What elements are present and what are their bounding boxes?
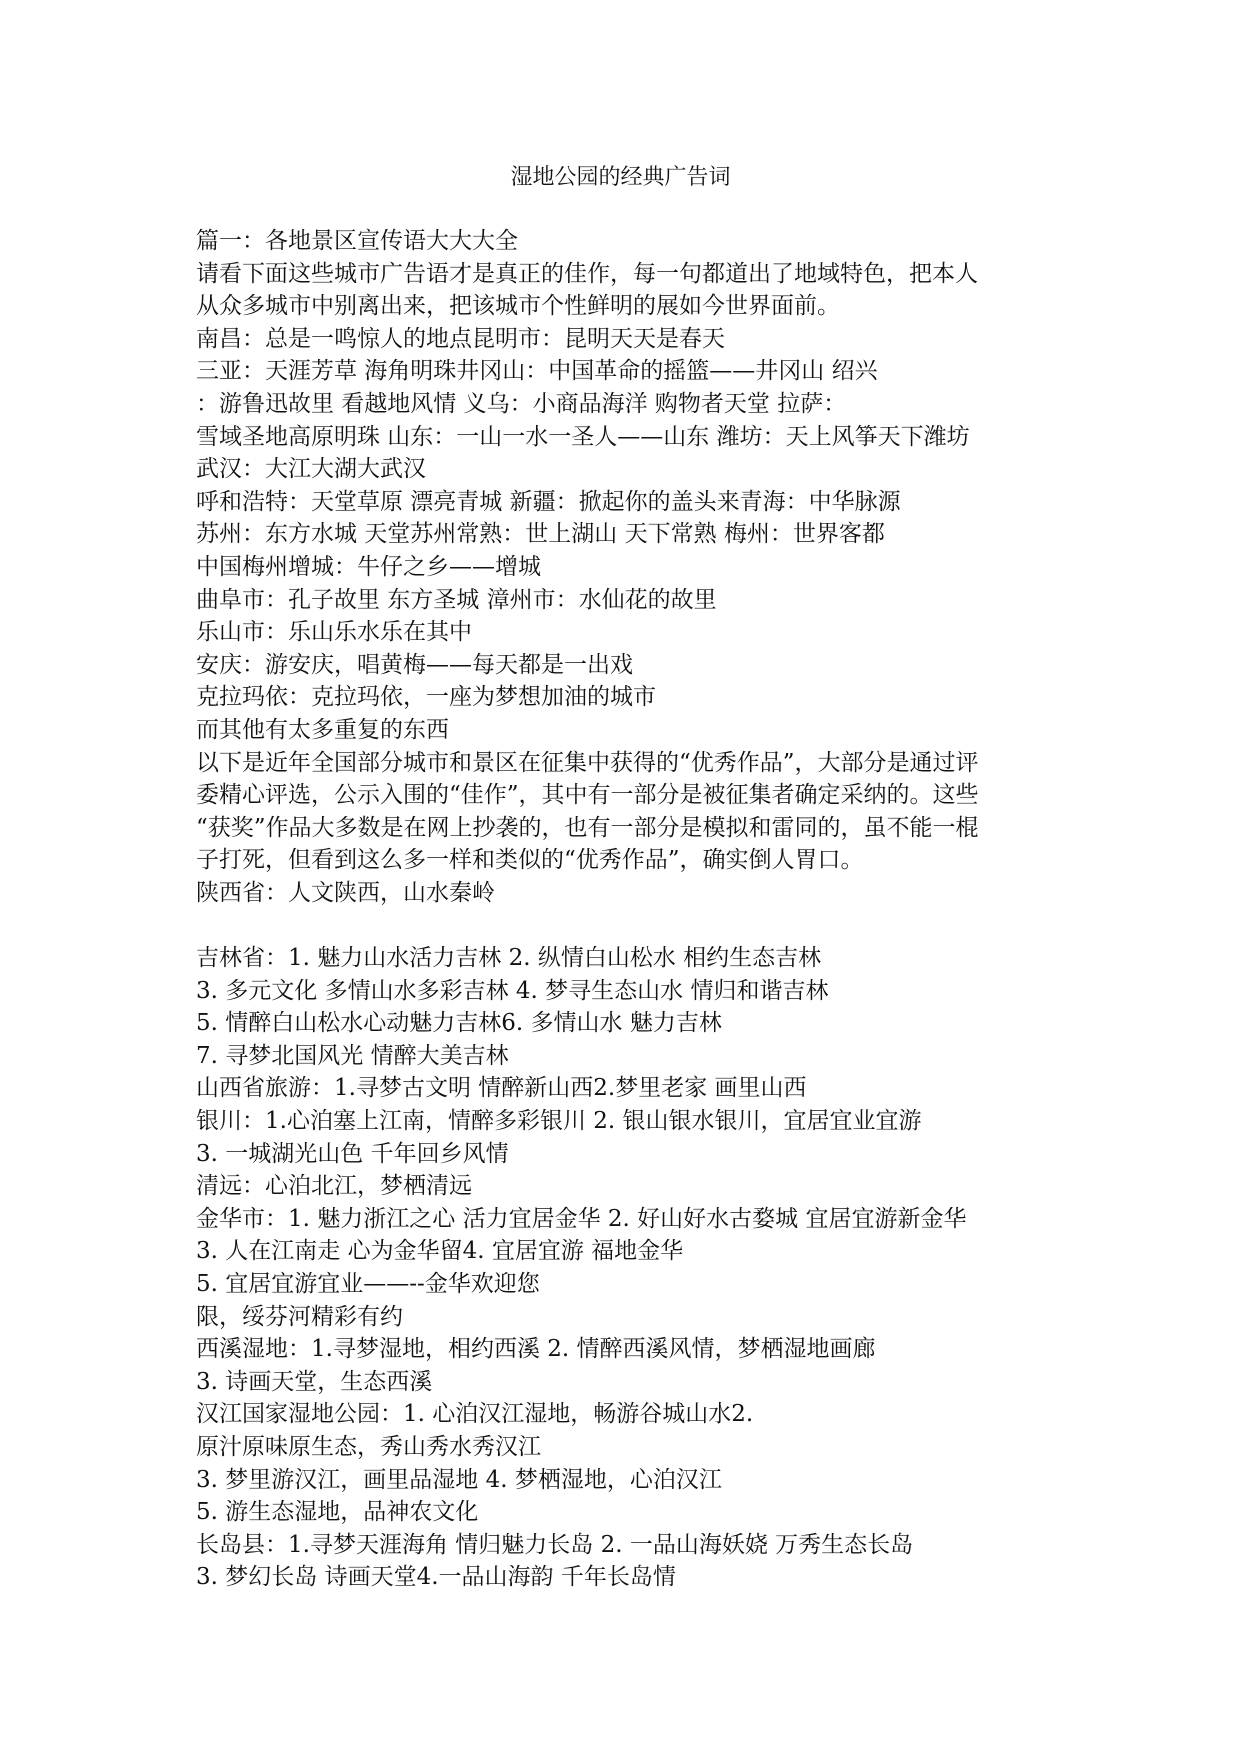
text-line: 雪域圣地高原明珠 山东：一山一水一圣人——山东 潍坊：天上风筝天下潍坊 xyxy=(196,423,970,450)
text-line: 而其他有太多重复的东西 xyxy=(196,716,449,743)
text-line: 三亚：天涯芳草 海角明珠井冈山：中国革命的摇篮——井冈山 绍兴 xyxy=(196,358,878,385)
text-line: ：游鲁迅故里 看越地风情 义乌：小商品海洋 购物者天堂 拉萨： xyxy=(196,390,847,417)
text-line: 武汉：大江大湖大武汉 xyxy=(196,456,426,483)
text-line: 曲阜市：孔子故里 东方圣城 漳州市：水仙花的故里 xyxy=(196,586,717,613)
text-line: 5. 情醉白山松水心动魅力吉林6. 多情山水 魅力吉林 xyxy=(196,1010,722,1037)
text-line: 3. 一城湖光山色 千年回乡风情 xyxy=(196,1140,509,1167)
document-body xyxy=(196,225,1076,1594)
text-line: 5. 宜居宜游宜业——--金华欢迎您 xyxy=(196,1271,540,1297)
text-line: 从众多城市中别离出来，把该城市个性鲜明的展如今世界面前。 xyxy=(196,293,840,320)
document-title: 湿地公园的经典广告词 xyxy=(510,165,731,190)
text-line: 吉林省：1. 魅力山水活力吉林 2. 纵情白山松水 相约生态吉林 xyxy=(196,945,822,972)
text-line: 3. 多元文化 多情山水多彩吉林 4. 梦寻生态山水 情归和谐吉林 xyxy=(196,977,829,1004)
text-line: 请看下面这些城市广告语才是真正的佳作，每一句都道出了地域特色，把本人 xyxy=(196,260,978,287)
text-line: 清远：心泊北江，梦栖清远 xyxy=(196,1173,472,1200)
text-line: 3. 梦幻长岛 诗画天堂4.一品山海韵 千年长岛情 xyxy=(196,1564,676,1591)
text-line: 子打死，但看到这么多一样和类似的“优秀作品”，确实倒人胃口。 xyxy=(196,847,864,874)
text-line: 南昌：总是一鸣惊人的地点昆明市：昆明天天是春天 xyxy=(196,325,725,352)
text-line: 苏州：东方水城 天堂苏州常熟：世上湖山 天下常熟 梅州：世界客都 xyxy=(196,521,885,548)
text-line: 安庆：游安庆，唱黄梅——每天都是一出戏 xyxy=(196,651,633,678)
text-line: 委精心评选，公示入围的“佳作”，其中有一部分是被征集者确定采纳的。这些 xyxy=(196,782,979,809)
text-line: 乐山市：乐山乐水乐在其中 xyxy=(196,619,472,646)
text-line: 呼和浩特：天堂草原 漂亮青城 新疆：掀起你的盖头来青海：中华脉源 xyxy=(196,488,901,515)
text-line: 原汁原味原生态，秀山秀水秀汉江 xyxy=(196,1433,541,1460)
text-line: 长岛县：1.寻梦天涯海角 情归魅力长岛 2. 一品山海妖娆 万秀生态长岛 xyxy=(196,1531,914,1558)
text-line: 篇一：各地景区宣传语大大大全 xyxy=(196,228,518,254)
blank-line xyxy=(196,909,1076,942)
text-line: 金华市：1. 魅力浙江之心 活力宜居金华 2. 好山好水古婺城 宜居宜游新金华 xyxy=(196,1205,967,1232)
text-line: 3. 梦里游汉江，画里品湿地 4. 梦栖湿地，心泊汉江 xyxy=(196,1466,722,1493)
text-line: 5. 游生态湿地，品神农文化 xyxy=(196,1499,479,1526)
text-line: 以下是近年全国部分城市和景区在征集中获得的“优秀作品”，大部分是通过评 xyxy=(196,749,979,776)
text-line: 银川：1.心泊塞上江南，情醉多彩银川 2. 银山银水银川，宜居宜业宜游 xyxy=(196,1108,922,1135)
text-line: 3. 诗画天堂，生态西溪 xyxy=(196,1368,433,1395)
text-line: 7. 寻梦北国风光 情醉大美吉林 xyxy=(196,1042,509,1069)
text-line: 西溪湿地：1.寻梦湿地，相约西溪 2. 情醉西溪风情，梦栖湿地画廊 xyxy=(196,1336,876,1363)
text-line: 3. 人在江南走 心为金华留4. 宜居宜游 福地金华 xyxy=(196,1238,684,1265)
text-line: “获奖”作品大多数是在网上抄袭的，也有一部分是模拟和雷同的，虽不能一棍 xyxy=(196,814,979,841)
text-line: 中国梅州增城：牛仔之乡——增城 xyxy=(196,553,541,580)
text-line: 山西省旅游：1.寻梦古文明 情醉新山西2.梦里老家 画里山西 xyxy=(196,1075,807,1102)
text-line: 汉江国家湿地公园：1. 心泊汉江湿地，畅游谷城山水2. xyxy=(196,1401,754,1428)
text-line: 克拉玛依：克拉玛依，一座为梦想加油的城市 xyxy=(196,684,656,711)
text-line: 陕西省：人文陕西，山水秦岭 xyxy=(196,879,495,906)
text-line: 限，绥芬河精彩有约 xyxy=(196,1303,403,1330)
